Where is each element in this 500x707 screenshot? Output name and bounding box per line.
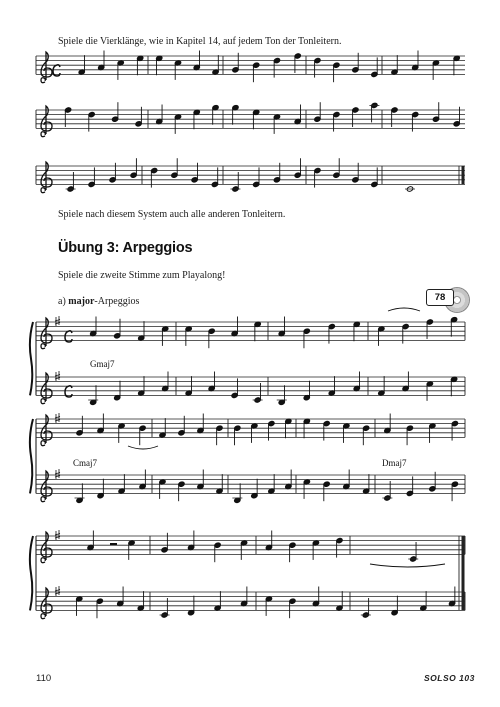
staves <box>30 51 465 619</box>
sharp-icon <box>55 586 60 596</box>
treble-clef-icon <box>41 373 52 404</box>
sharp-icon <box>55 469 60 479</box>
sharp-icon <box>55 530 60 540</box>
treble-clef-icon <box>41 415 52 446</box>
system-brace <box>30 536 33 610</box>
sharp-icon <box>55 371 60 381</box>
treble-clef-icon <box>41 52 52 83</box>
subheading-major: major <box>68 296 95 307</box>
instruction-vierklaenge: Spiele die Vierklänge, wie in Kapitel 14, auf jedem Ton der Tonleitern. <box>58 36 342 47</box>
chord-symbol-dmaj7: Dmaj7 <box>382 458 407 468</box>
tie <box>388 308 420 311</box>
chord-symbol-cmaj7: Cmaj7 <box>73 458 97 468</box>
tie <box>128 446 158 449</box>
sharp-icon <box>55 413 60 423</box>
half-rest-icon <box>110 543 117 545</box>
chord-symbol-gmaj7: Gmaj7 <box>90 359 115 369</box>
system-brace <box>30 322 33 395</box>
publisher-mark: SOLSO 103 <box>424 673 475 683</box>
treble-clef-icon <box>41 532 52 563</box>
treble-clef-icon <box>41 162 52 193</box>
treble-clef-icon <box>41 471 52 502</box>
page-number: 110 <box>36 673 52 684</box>
tie <box>370 564 445 567</box>
section-instruction: Spiele die zweite Stimme zum Playalong! <box>58 270 226 281</box>
section-heading: Übung 3: Arpeggios <box>58 240 193 256</box>
subheading-rest: -Arpeggios <box>94 296 140 307</box>
chord-symbols <box>73 359 407 468</box>
treble-clef-icon <box>41 318 52 349</box>
treble-clef-icon <box>41 588 52 619</box>
sharp-icon <box>55 316 60 326</box>
subheading-prefix: a) <box>58 296 66 307</box>
treble-clef-icon <box>41 106 52 137</box>
system-brace <box>30 419 33 493</box>
instruction-alle-tonleitern: Spiele nach diesem System auch alle anderen Tonleitern. <box>58 209 286 220</box>
playalong-track-number: 78 <box>426 289 454 306</box>
